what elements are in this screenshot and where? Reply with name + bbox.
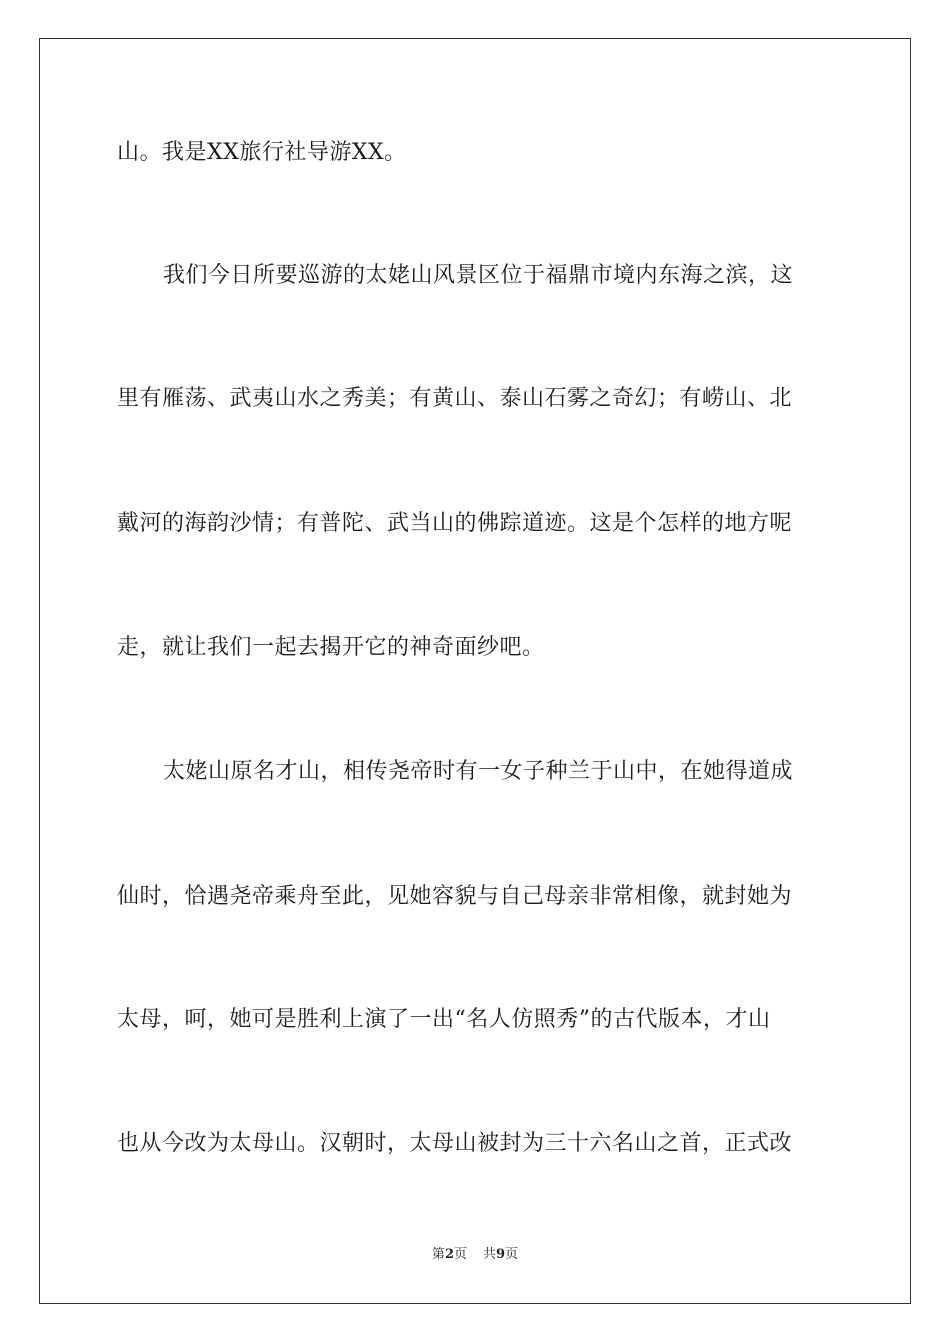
- body-line-5: 走，就让我们一起去揭开它的神奇面纱吧。: [117, 635, 545, 660]
- footer-page-suffix: 页: [453, 1247, 467, 1262]
- body-line-8: 太母，呵，她可是胜利上演了一出“名人仿照秀”的古代版本，才山: [117, 1007, 771, 1032]
- footer-page-total: 9: [496, 1247, 506, 1262]
- footer-total-suffix: 页: [505, 1247, 519, 1262]
- body-line-4: 戴河的海韵沙情；有普陀、武当山的佛踪道迹。这是个怎样的地方呢: [117, 511, 793, 536]
- body-line-3: 里有雁荡、武夷山水之秀美；有黄山、泰山石雾之奇幻；有崂山、北: [117, 386, 793, 411]
- body-line-2: 我们今日所要巡游的太姥山风景区位于福鼎市境内东海之滨，这: [163, 263, 794, 288]
- footer-total-prefix: 共: [483, 1247, 497, 1262]
- page-footer: [0, 1246, 950, 1264]
- body-line-6: 太姥山原名才山，相传尧帝时有一女子种兰于山中，在她得道成: [163, 759, 794, 784]
- body-line-1: 山。我是XX旅行社导游XX。: [117, 140, 407, 165]
- body-line-9: 也从今改为太母山。汉朝时，太母山被封为三十六名山之首，正式改: [117, 1131, 793, 1156]
- footer-page-current: 2: [444, 1247, 454, 1262]
- body-line-7: 仙时，恰遇尧帝乘舟至此，见她容貌与自己母亲非常相像，就封她为: [117, 884, 793, 909]
- footer-page-prefix: 第: [431, 1247, 445, 1262]
- page-border: [39, 38, 911, 1304]
